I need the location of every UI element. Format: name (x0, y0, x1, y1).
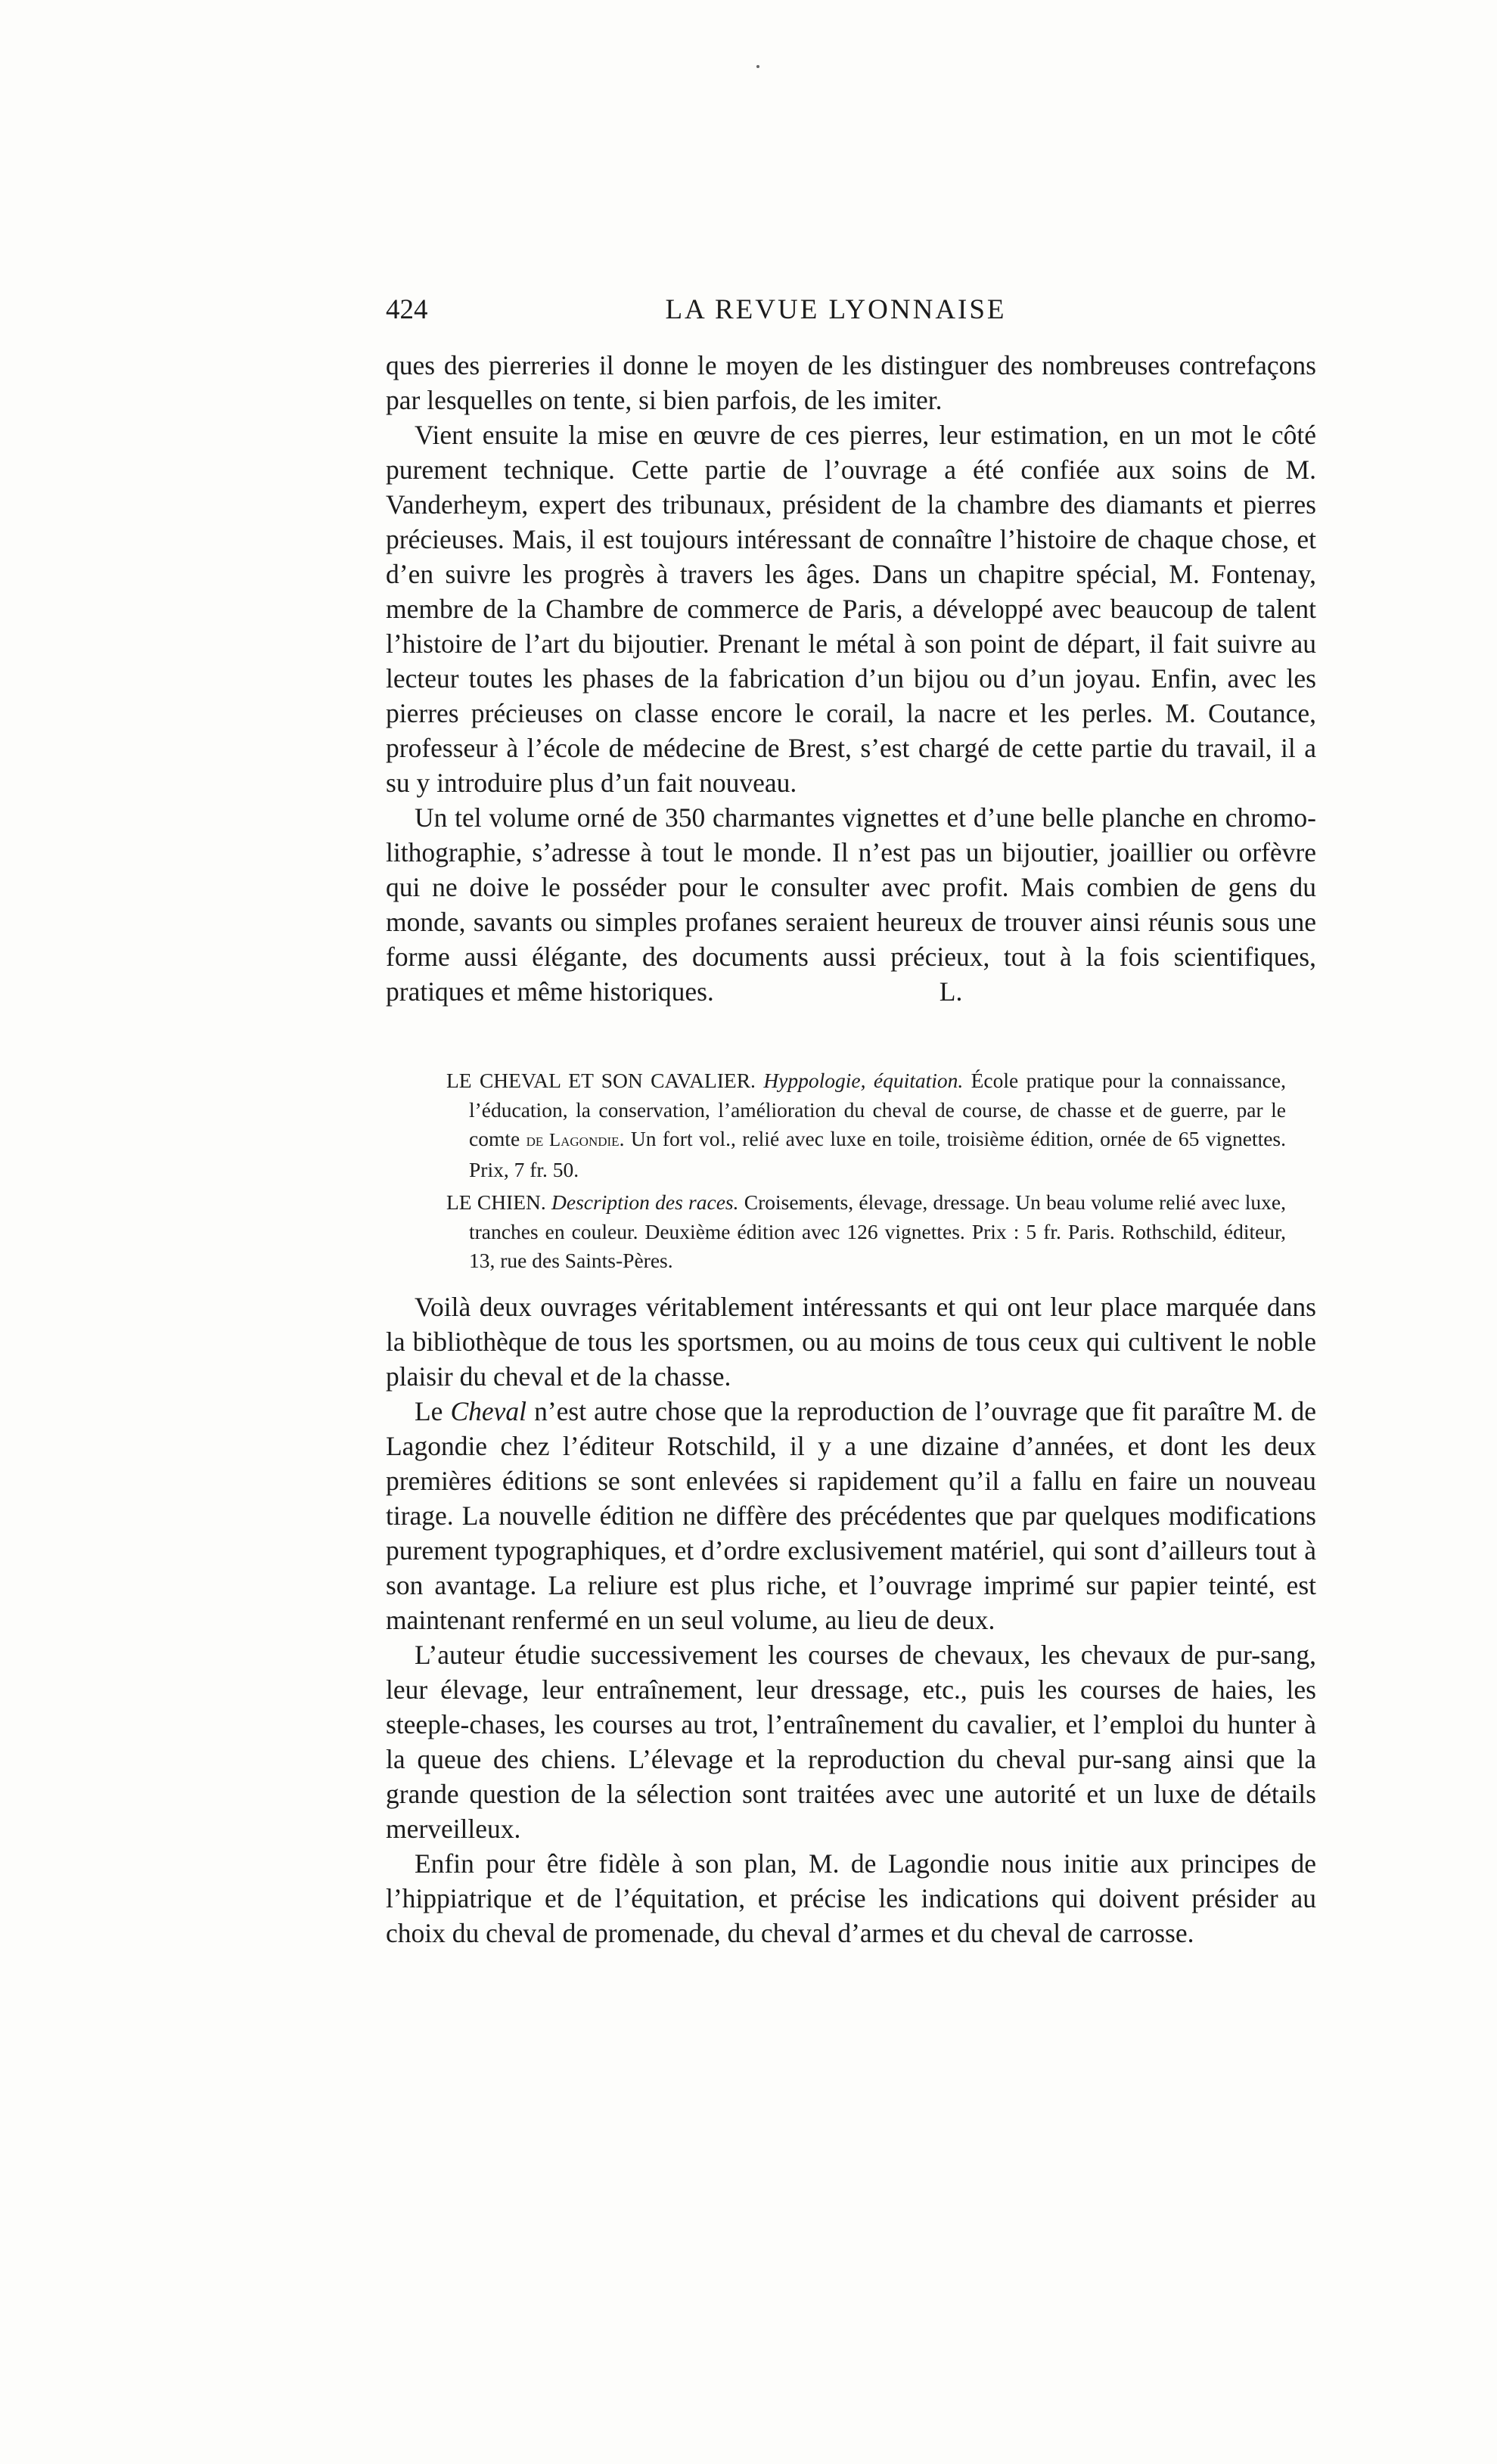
page-header (386, 293, 1286, 339)
book-details: . Un fort vol., relié avec luxe en toile, troisième édition, ornée de 65 vignettes. Prix, 7 fr. 50. (469, 1127, 1286, 1181)
paragraph (386, 800, 1316, 1009)
paragraph: Voilà deux ouvrages véritablement intéressants et qui ont leur place marquée dans la bibliothèque de tous les sportsmen, ou au moins de tous ceux qui cultivent le noble plaisir du cheval et de la chasse. (386, 1292, 1316, 1392)
article-continuation (386, 348, 1316, 1009)
book-title: LE CHIEN. (446, 1190, 546, 1214)
book-subtitle: Hyppologie, équitation. (763, 1069, 964, 1092)
author-signature: L. (939, 976, 963, 1007)
book-author: de Lagondie (526, 1130, 620, 1150)
review-text (386, 1289, 1316, 1950)
running-title: LA REVUE LYONNAISE (665, 294, 1007, 325)
paragraph: ques des pierreries il donne le moyen de les distinguer des nombreuses contrefaçons par lesquelles on tente, si bien parfois, de les imiter. (386, 350, 1316, 415)
paragraph-text: Le (415, 1396, 443, 1426)
paragraph: Vient ensuite la mise en œuvre de ces pierres, leur estimation, en un mot le côté purement technique. Cette partie de l’ouvrage a été confiée aux soins de M. Vanderheym, expert des tribunaux, président de la chambre des diamants et pierres précieuses. Mais, il est toujours intéressant de connaître l’histoire de chaque chose, et d’en suivre les progrès à travers les âges. Dans un chapitre spécial, M. Fontenay, membre de la Chambre de commerce de Paris, a développé avec beaucoup de talent l’histoire de l’art du bijoutier. Prenant le métal à son point de départ, il fait suivre au lecteur toutes les phases de la fabrication d’un bijou ou d’un joyau. Enfin, avec les pierres précieuses on classe encore le corail, la nacre et les perles. M. Coutance, professeur à l’école de médecine de Brest, s’est chargé de cette partie du travail, il a su y introduire plus d’un fait nouveau. (386, 420, 1316, 798)
paragraph-text: n’est autre chose que la reproduction de l’ouvrage que fit paraître M. de Lagondie chez l’éditeur Rotschild, il y a une dizaine d’années, et dont les deux premières éditions se sont enlevées si rapidement qu’il a fallu en faire un nouveau tirage. La nouvelle édition ne diffère des précédentes que par quelques modifications purement typographiques, et d’ordre exclusivement matériel, qui sont d’ailleurs tout à son avantage. La reliure est plus riche, et l’ouvrage imprimé sur papier teinté, est maintenant renfermé en un seul volume, au lieu de deux. (386, 1396, 1317, 1635)
book-subtitle: Description des races. (551, 1190, 739, 1214)
paragraph-text: Un tel volume orné de 350 charmantes vignettes et d’une belle planche en chromo-lithographie, s’adresse à tout le monde. Il n’est pas un bijoutier, joaillier ou orfèvre qui ne doive le posséder pour le consulter avec profit. Mais combien de gens du monde, savants ou simples profanes seraient heureux de trouver ainsi réunis sous une forme aussi élégante, des documents aussi précieux, tout à la fois scientifiques, pratiques et même historiques. (386, 802, 1316, 1007)
paper-speck (756, 65, 759, 68)
book-description: Croisements, élevage, dressage. Un beau volume relié avec luxe, tranches en couleur. Deuxième édition avec 126 vignettes. Prix : 5 fr. Paris. Rothschild, éditeur, 13, rue des Saints-Pères. (469, 1190, 1287, 1272)
page-number: 424 (386, 294, 428, 325)
paragraph: Enfin pour être fidèle à son plan, M. de Lagondie nous initie aux principes de l’hippiatrique et de l’équitation, et précise les indications qui doivent présider au choix du cheval de promenade, du cheval d’armes et du cheval de carrosse. (386, 1848, 1316, 1948)
paragraph: L’auteur étudie successivement les courses de chevaux, les chevaux de pur-sang, leur élevage, leur entraînement, leur dressage, etc., puis les courses de haies, les steeple-chases, les courses au trot, l’entraînement du cavalier, et l’emploi du hunter à la queue des chiens. L’élevage et la reproduction du cheval pur-sang ainsi que la grande question de la sélection sont traitées avec une autorité et un luxe de détails merveilleux. (386, 1640, 1316, 1844)
bibliography-entry (446, 1066, 1286, 1184)
bibliography-entry (446, 1188, 1286, 1276)
book-description: École pratique pour la connaissance, l’éducation, la conservation, l’amélioration du cheval de course, de chasse et de guerre, par le comte (469, 1069, 1286, 1150)
bibliography (446, 1066, 1286, 1280)
book-title: LE CHEVAL ET SON CAVALIER. (446, 1069, 756, 1092)
paragraph (386, 1394, 1316, 1637)
book-reference: Cheval (450, 1396, 527, 1426)
